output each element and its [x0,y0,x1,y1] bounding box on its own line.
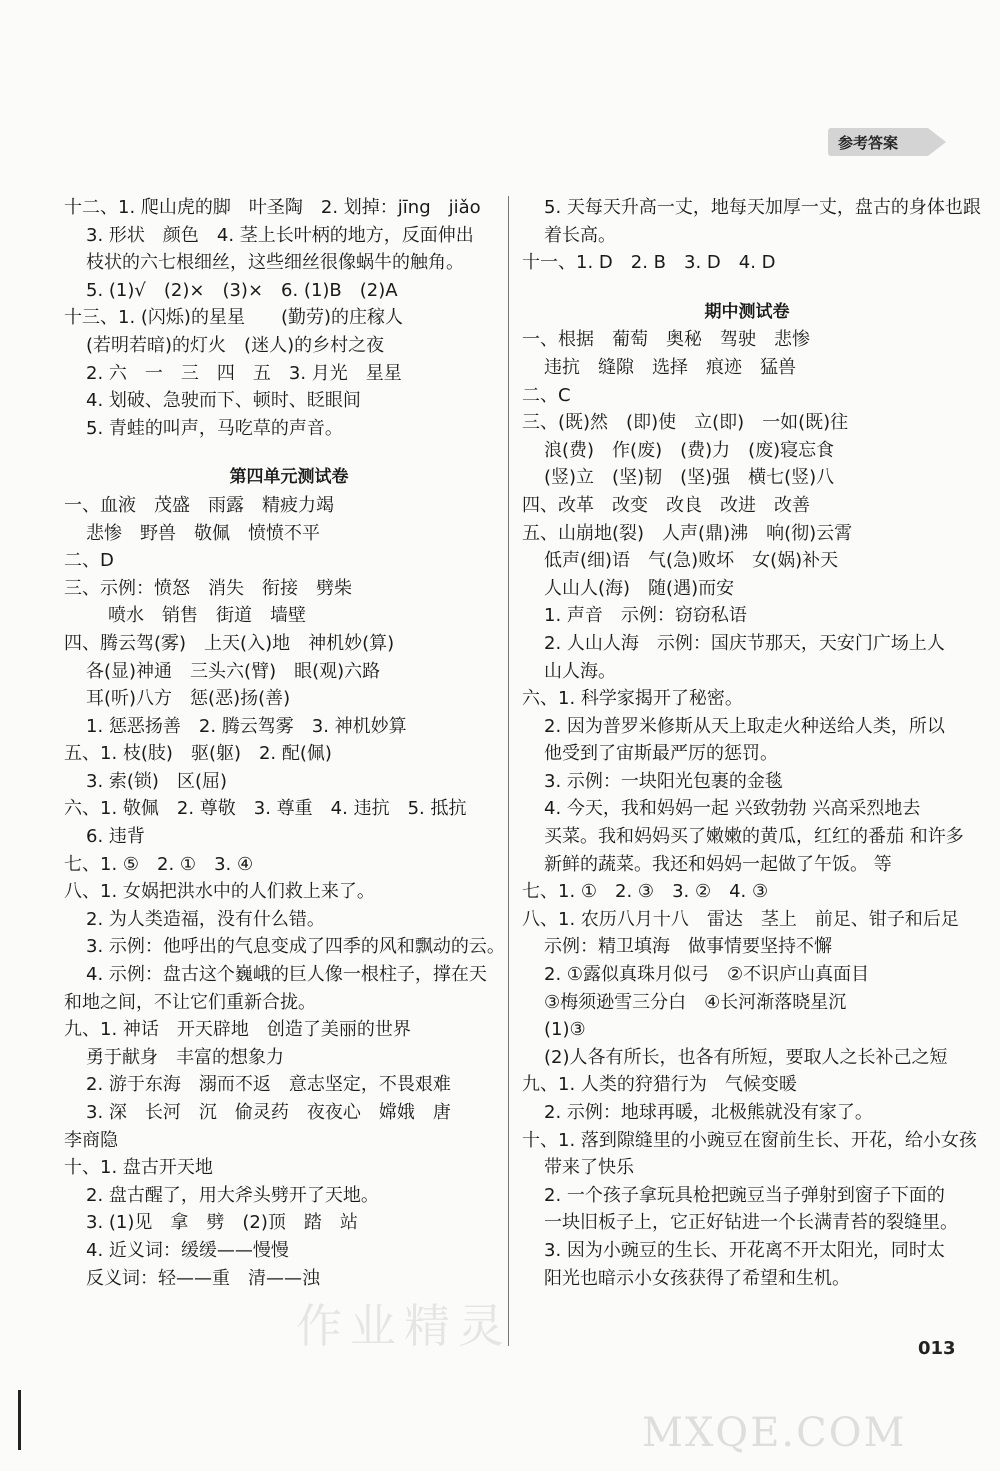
left-column [64,194,514,1292]
answer-line: 九、1. 神话 开天辟地 创造了美丽的世界 [64,1019,411,1041]
answer-line: 2. 人山人海 示例：国庆节那天，天安门广场上人 [544,632,945,654]
answer-line: 3. 示例：一块阳光包裹的金毯 [544,770,783,792]
answer-line: 六、1. 科学家揭开了秘密。 [522,688,743,710]
right-column [522,194,981,1292]
answer-line: 二、D [64,550,114,572]
answer-line: 3. (1)见 拿 劈 (2)顶 踏 站 [86,1212,358,1234]
page-number: 013 [918,1338,956,1359]
answer-line: (2)人各有所长，也各有所短，要取人之长补己之短 [544,1046,948,1068]
answer-line: (1)③ [544,1019,586,1041]
answer-line [64,442,514,464]
answer-line: 人山人(海) 随(遇)而安 [544,577,735,599]
answer-line: 四、腾云驾(雾) 上天(入)地 神机妙(算) [64,632,395,654]
answer-line: 八、1. 女娲把洪水中的人们救上来了。 [64,881,375,903]
answer-line: 新鲜的蔬菜。我还和妈妈一起做了午饭。 等 [544,853,892,875]
watermark-text: 作业精灵 [296,1299,512,1353]
answer-line: 山人海。 [544,660,616,682]
answer-line: 2. 六 一 三 四 五 3. 月光 星星 [86,362,402,384]
answer-line: 枝状的六七根细丝，这些细丝很像蜗牛的触角。 [86,252,464,274]
answer-line: 2. 示例：地球再暖，北极熊就没有家了。 [544,1102,873,1123]
answer-line: 4. 划破、急驶而下、顿时、眨眼间 [86,390,361,412]
section-heading: 期中测试卷 [704,301,790,322]
answer-line: 3. 索(锁) 区(屈) [86,770,227,792]
answer-line: (竖)立 (坚)韧 (坚)强 横七(竖)八 [544,467,835,489]
section-heading: 第四单元测试卷 [229,467,349,488]
answer-line: 着长高。 [544,224,616,246]
answer-line: 2. 一个孩子拿玩具枪把豌豆当子弹射到窗子下面的 [544,1184,945,1206]
answer-line: 他受到了宙斯最严厉的惩罚。 [544,743,778,765]
answer-line: 买菜。我和妈妈买了嫩嫩的黄瓜，红红的番茄 和许多 [544,826,964,848]
answer-line: 喷水 销售 街道 墙壁 [108,605,306,627]
answer-line: 十一、1. D 2. B 3. D 4. D [522,252,776,274]
answer-line: 耳(听)八方 惩(恶)扬(善) [86,688,291,710]
answer-line: 和地之间，不让它们重新合拢。 [64,991,316,1013]
answer-line: 示例：精卫填海 做事情要坚持不懈 [544,936,832,958]
answer-line: 六、1. 敬佩 2. 尊敬 3. 尊重 4. 违抗 5. 抵抗 [64,798,467,820]
answer-line: 九、1. 人类的狩猎行为 气候变暖 [522,1074,797,1096]
answer-line: 五、1. 枝(肢) 驱(躯) 2. 配(佩) [64,743,332,765]
answer-line: 十、1. 盘古开天地 [64,1157,213,1179]
answer-line: 2. 因为普罗米修斯从天上取走火种送给人类，所以 [544,715,945,737]
answer-line: (若明若暗)的灯火 (迷人)的乡村之夜 [86,334,385,356]
answer-line: 3. 形状 颜色 4. 茎上长叶柄的地方，反面伸出 [86,224,474,246]
answer-line: 3. 示例：他呼出的气息变成了四季的风和飘动的云。 [86,936,505,958]
answer-line: 四、改革 改变 改良 改进 改善 [522,494,810,516]
answer-line: 二、C [522,384,571,406]
answer-line: 3. 深 长河 沉 偷灵药 夜夜心 嫦娥 唐 [86,1102,451,1123]
answer-line: 2. ①露似真珠月似弓 ②不识庐山真面目 [544,964,870,986]
answer-line: 十、1. 落到隙缝里的小豌豆在窗前生长、开花，给小女孩 [522,1129,977,1151]
answer-line: 2. 游于东海 溺而不返 意志坚定，不畏艰难 [86,1074,451,1096]
chevron-right-icon [928,128,946,156]
answer-line: 6. 违背 [86,826,145,848]
answer-line: 3. 因为小豌豆的生长、开花离不开太阳光，同时太 [544,1239,945,1261]
answer-line: 阳光也暗示小女孩获得了希望和生机。 [544,1267,850,1289]
answer-line: 十二、1. 爬山虎的脚 叶圣陶 2. 划掉：jīng jiǎo [64,197,481,218]
answer-line: 4. 示例：盘古这个巍峨的巨人像一根柱子，撑在天 [86,964,487,986]
answer-line: 各(显)神通 三头六(臂) 眼(观)六路 [86,660,381,682]
answer-line: 三、(既)然 (即)使 立(即) 一如(既)往 [522,412,849,434]
answer-line: 1. 惩恶扬善 2. 腾云驾雾 3. 神机妙算 [86,715,407,737]
answer-line: 带来了快乐 [544,1157,634,1179]
answer-line: 反义词：轻——重 清——浊 [86,1267,320,1289]
answer-line: 五、山崩地(裂) 人声(鼎)沸 响(彻)云霄 [522,522,853,544]
tab-label: 参考答案 [838,134,899,152]
answer-line: 十三、1. (闪烁)的星星 (勤劳)的庄稼人 [64,307,403,329]
answer-line: 悲惨 野兽 敬佩 愤愤不平 [86,522,320,544]
answer-line: 七、1. ⑤ 2. ① 3. ④ [64,853,254,875]
answer-line: 4. 今天，我和妈妈一起 兴致勃勃 兴高采烈地去 [544,798,921,820]
answer-line: 5. (1)√ (2)× (3)× 6. (1)B (2)A [86,279,398,301]
answer-line: ③梅须逊雪三分白 ④长河渐落晓星沉 [544,991,847,1013]
answer-tab [828,128,950,156]
answer-line: 七、1. ① 2. ③ 3. ② 4. ③ [522,881,769,903]
answer-line: 2. 为人类造福，没有什么错。 [86,908,325,930]
answer-line: 勇于献身 丰富的想象力 [86,1046,284,1068]
answer-line: 违抗 缝隙 选择 痕迹 猛兽 [544,356,796,378]
page-edge-mark [18,1390,21,1450]
answer-line: 低声(细)语 气(急)败坏 女(娲)补天 [544,550,839,572]
answer-line: 一、根据 葡萄 奥秘 驾驶 悲惨 [522,329,810,351]
watermark-corner: MXQE.COM [642,1410,907,1456]
answer-line [522,277,972,299]
answer-line: 2. 盘古醒了，用大斧头劈开了天地。 [86,1184,379,1206]
answer-line: 5. 青蛙的叫声，马吃草的声音。 [86,417,343,439]
answer-line: 一、血液 茂盛 雨露 精疲力竭 [64,494,334,516]
answer-line: 三、示例：愤怒 消失 衔接 劈柴 [64,577,352,599]
answer-line: 4. 近义词：缓缓——慢慢 [86,1239,289,1261]
answer-line: 八、1. 农历八月十八 雷达 茎上 前足、钳子和后足 [522,908,959,930]
answer-line: 李商隐 [64,1129,118,1151]
answer-line: 一块旧板子上，它正好钻进一个长满青苔的裂缝里。 [544,1212,958,1234]
answer-line: 1. 声音 示例：窃窃私语 [544,605,747,627]
answer-line: 浪(费) 作(废) (费)力 (废)寝忘食 [544,439,835,461]
answer-line: 5. 天每天升高一丈，地每天加厚一丈，盘古的身体也跟 [544,197,981,218]
